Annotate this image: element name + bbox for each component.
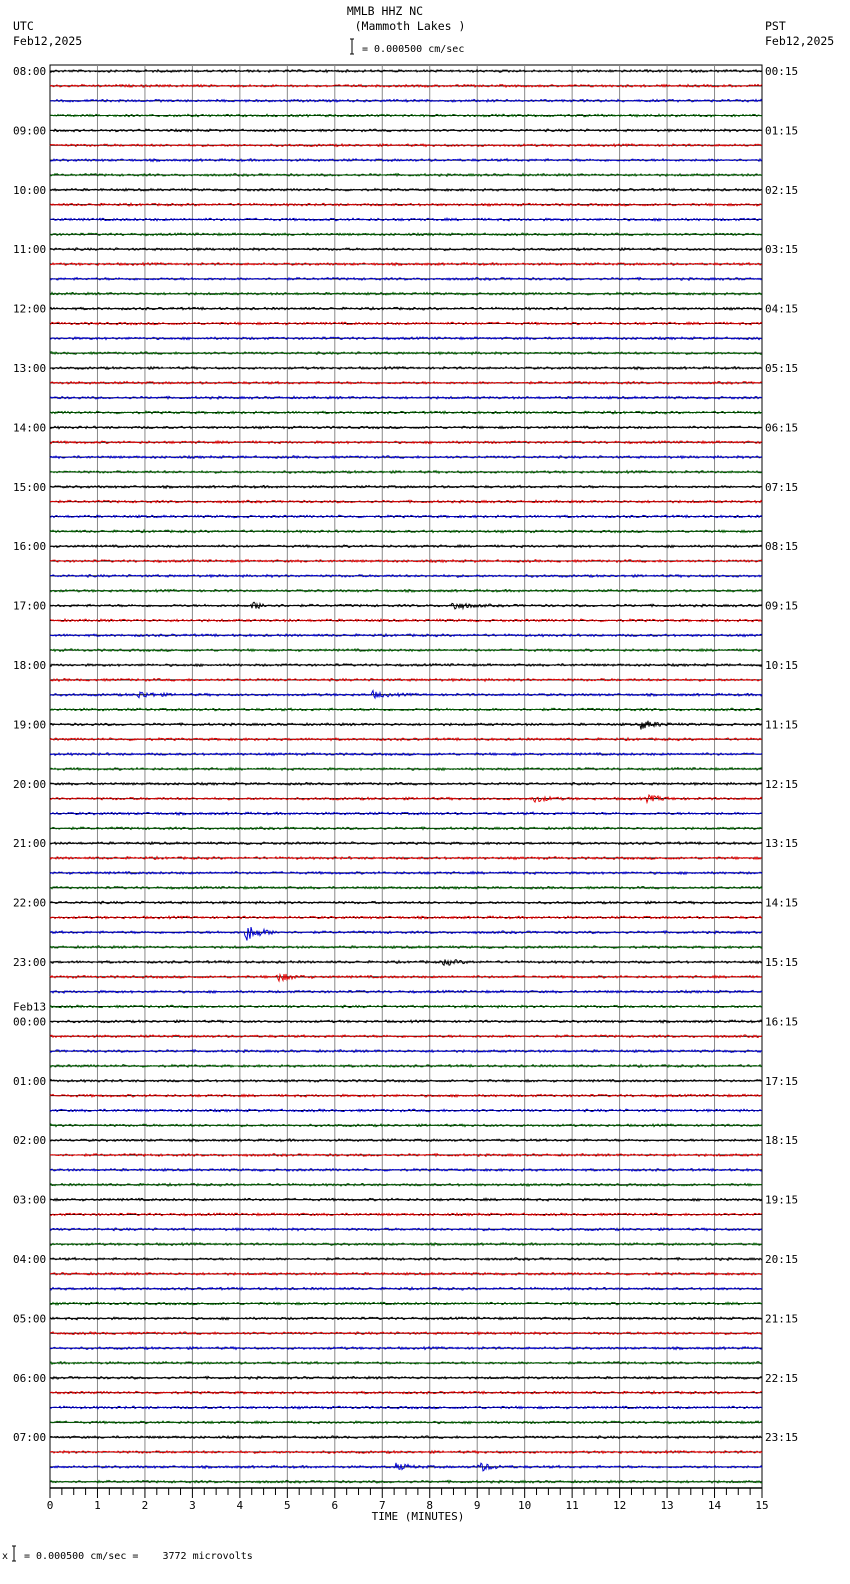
station-title: MMLB HHZ NC — [346, 4, 424, 18]
seismic-trace — [50, 927, 762, 940]
seismic-trace — [50, 233, 762, 236]
seismic-trace — [50, 174, 762, 177]
utc-hour-label: 10:00 — [13, 183, 47, 197]
date-change-label: Feb13 — [13, 1000, 47, 1014]
scale-label: = 0.000500 cm/sec — [362, 44, 465, 55]
utc-hour-label: 23:00 — [13, 956, 47, 969]
right-date: Feb12,2025 — [765, 34, 835, 48]
x-tick-label: 9 — [473, 1499, 481, 1512]
seismic-trace — [50, 70, 762, 73]
seismic-trace — [50, 1035, 762, 1038]
footer-scale-prefix: x — [2, 1551, 9, 1562]
pst-hour-label: 16:15 — [765, 1015, 799, 1029]
x-tick-label: 12 — [612, 1499, 627, 1512]
seismic-trace — [50, 1347, 762, 1350]
pst-hour-label: 01:15 — [765, 124, 799, 138]
seismic-trace — [50, 753, 762, 756]
utc-hour-label: 17:00 — [13, 599, 47, 613]
utc-hour-label: 14:00 — [13, 421, 47, 435]
seismic-trace — [50, 1287, 762, 1290]
utc-hour-label: 12:00 — [13, 302, 47, 316]
pst-hour-label: 15:15 — [765, 956, 799, 969]
scale-bar-icon — [350, 39, 354, 54]
x-tick-label: 4 — [236, 1499, 244, 1512]
utc-hour-label: 22:00 — [13, 896, 47, 910]
pst-hour-label: 22:15 — [765, 1371, 799, 1385]
seismic-trace — [50, 602, 762, 609]
seismic-trace — [50, 530, 762, 533]
utc-hour-label: 13:00 — [13, 362, 47, 375]
seismic-trace — [50, 783, 762, 786]
x-tick-label: 14 — [707, 1499, 722, 1512]
seismic-trace — [50, 218, 762, 221]
x-axis-label: TIME (MINUTES) — [371, 1510, 465, 1523]
x-tick-label: 0 — [46, 1499, 54, 1512]
seismic-trace — [50, 471, 762, 474]
pst-hour-label: 12:15 — [765, 777, 799, 791]
x-tick-label: 6 — [331, 1499, 339, 1512]
pst-hour-label: 14:15 — [765, 896, 799, 910]
utc-hour-label: 00:00 — [13, 1015, 47, 1029]
seismic-trace — [50, 1169, 762, 1172]
seismic-trace — [50, 721, 762, 730]
seismic-trace — [50, 679, 762, 682]
footer-scale-label: = 0.000500 cm/sec = 3772 microvolts — [24, 1551, 253, 1562]
pst-hour-label: 13:15 — [765, 837, 799, 851]
utc-hour-label: 15:00 — [13, 480, 47, 494]
footer-scale-bar-icon — [12, 1546, 16, 1561]
x-tick-label: 7 — [378, 1499, 386, 1512]
seismic-trace — [50, 352, 762, 355]
seismic-trace — [50, 1362, 762, 1365]
left-timezone: UTC — [13, 19, 34, 33]
utc-hour-label: 02:00 — [13, 1134, 47, 1148]
seismic-trace — [50, 738, 762, 741]
seismic-trace — [50, 189, 762, 192]
seismic-trace — [50, 575, 762, 578]
utc-hour-label: 03:00 — [13, 1193, 47, 1207]
seismic-trace — [50, 827, 762, 830]
x-tick-label: 11 — [565, 1499, 579, 1512]
seismic-trace — [50, 768, 762, 771]
utc-hour-label: 16:00 — [13, 540, 47, 554]
x-tick-label: 15 — [755, 1499, 769, 1512]
x-tick-label: 10 — [518, 1499, 532, 1512]
right-timezone: PST — [765, 19, 786, 33]
pst-hour-label: 17:15 — [765, 1074, 799, 1088]
seismic-trace — [50, 842, 762, 845]
pst-hour-label: 20:15 — [765, 1253, 799, 1266]
pst-hour-label: 08:15 — [765, 540, 799, 554]
pst-hour-label: 05:15 — [765, 362, 799, 375]
pst-hour-label: 21:15 — [765, 1312, 799, 1326]
utc-hour-label: 08:00 — [13, 65, 47, 78]
seismic-trace — [50, 974, 762, 981]
pst-hour-label: 23:15 — [765, 1431, 799, 1445]
seismic-trace — [50, 485, 762, 488]
utc-hour-label: 11:00 — [13, 243, 47, 257]
x-tick-label: 13 — [660, 1499, 674, 1512]
utc-hour-label: 01:00 — [13, 1074, 47, 1088]
pst-hour-label: 19:15 — [765, 1193, 799, 1207]
pst-hour-label: 18:15 — [765, 1134, 799, 1148]
seismic-traces — [50, 70, 762, 1483]
utc-hour-label: 06:00 — [13, 1371, 47, 1385]
x-tick-label: 2 — [141, 1499, 149, 1512]
seismic-trace — [50, 1080, 762, 1083]
seismic-trace — [50, 990, 762, 993]
seismic-trace — [50, 691, 762, 698]
x-tick-label: 3 — [189, 1499, 196, 1512]
seismic-trace — [50, 1421, 762, 1424]
seismic-trace — [50, 456, 762, 459]
seismic-trace — [50, 1005, 762, 1008]
pst-hour-label: 10:15 — [765, 659, 799, 672]
seismic-trace — [50, 589, 762, 592]
utc-hour-label: 09:00 — [13, 124, 47, 138]
pst-hour-label: 00:15 — [765, 65, 799, 78]
x-tick-label: 8 — [426, 1499, 434, 1512]
seismic-trace — [50, 129, 762, 132]
seismic-trace — [50, 960, 762, 966]
utc-hour-label: 05:00 — [13, 1312, 47, 1326]
seismic-trace — [50, 916, 762, 919]
pst-hour-label: 06:15 — [765, 421, 799, 435]
utc-hour-label: 19:00 — [13, 718, 47, 732]
pst-hour-label: 09:15 — [765, 599, 799, 613]
pst-hour-label: 02:15 — [765, 183, 799, 197]
seismic-trace — [50, 1094, 762, 1097]
seismic-trace — [50, 382, 762, 385]
seismic-trace — [50, 560, 762, 563]
seismic-trace — [50, 1065, 762, 1068]
x-tick-label: 1 — [94, 1499, 101, 1512]
utc-hour-label: 18:00 — [13, 659, 47, 672]
utc-hour-label: 21:00 — [13, 837, 47, 851]
seismic-trace — [50, 1273, 762, 1276]
pst-hour-label: 07:15 — [765, 480, 799, 494]
seismic-trace — [50, 1109, 762, 1112]
seismic-trace — [50, 649, 762, 652]
pst-hour-label: 04:15 — [765, 302, 799, 316]
seismic-trace — [50, 857, 762, 860]
seismic-trace — [50, 1317, 762, 1320]
x-tick-label: 5 — [284, 1499, 291, 1512]
x-axis — [47, 1488, 769, 1512]
seismic-trace — [50, 1020, 762, 1023]
pst-hour-label: 03:15 — [765, 243, 799, 257]
seismic-trace — [50, 1198, 762, 1201]
seismic-trace — [50, 1154, 762, 1157]
utc-hour-label: 20:00 — [13, 777, 47, 791]
seismic-trace — [50, 500, 762, 503]
pst-hour-label: 11:15 — [765, 718, 799, 732]
location-title: (Mammoth Lakes ) — [354, 19, 466, 33]
utc-hour-label: 07:00 — [13, 1431, 47, 1445]
left-date: Feb12,2025 — [13, 34, 83, 48]
utc-hour-label: 04:00 — [13, 1253, 47, 1266]
